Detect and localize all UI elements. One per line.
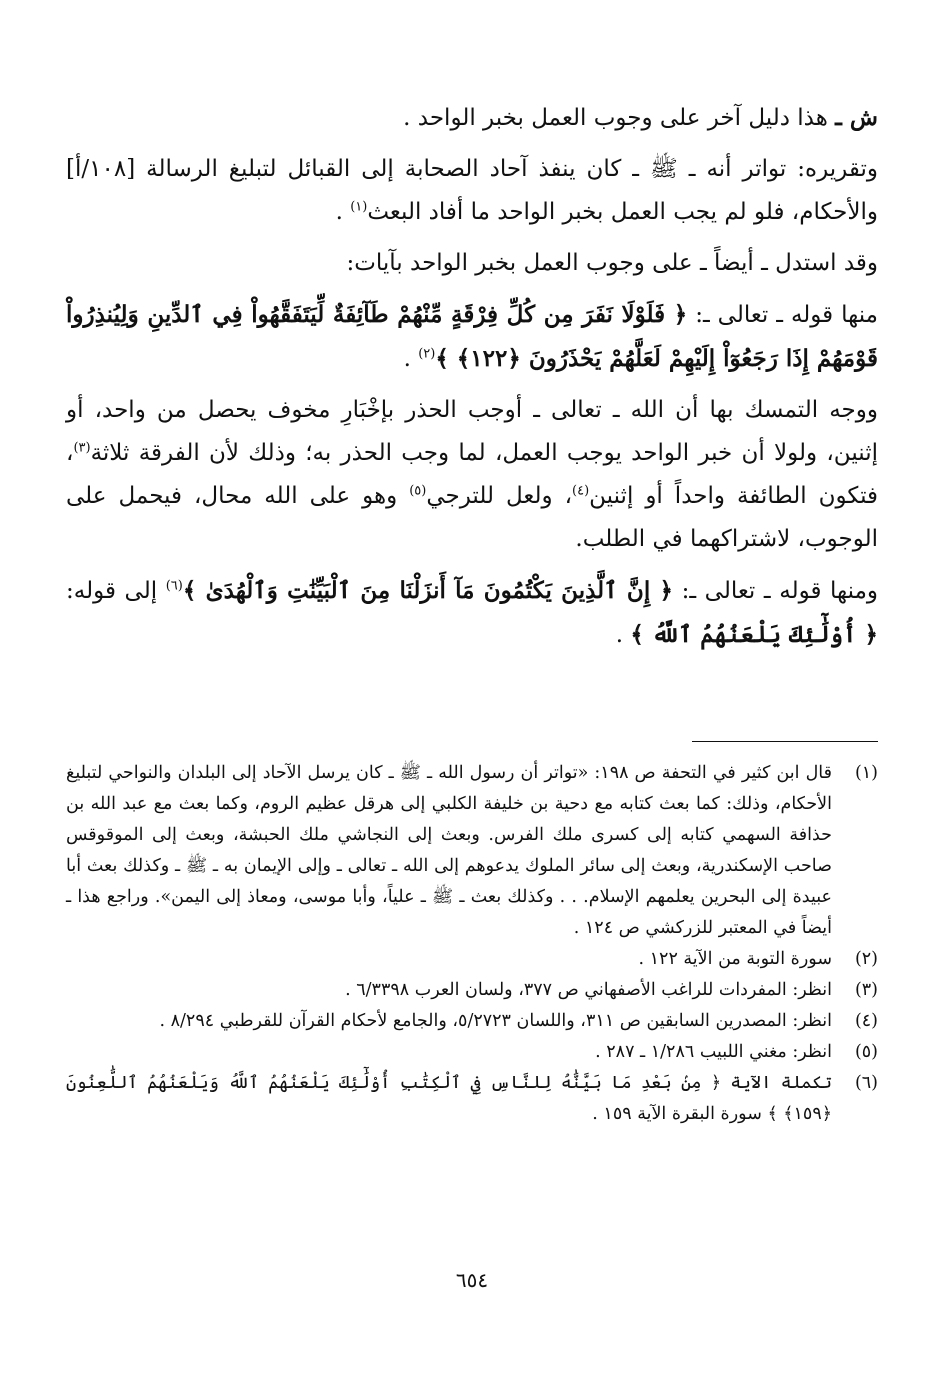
main-text	[66, 96, 878, 665]
quran-verse-baqarah-2: ﴿ أُوْلَٰٓئِكَ يَلْعَنُهُمُ ٱللَّهُ ﴾	[630, 621, 878, 648]
footnote-6	[66, 1068, 878, 1130]
footnote-ref-2: (٢)	[418, 346, 436, 362]
paragraph-5-text-a: ووجه التمسك بها أن الله ـ تعالى ـ أوجب الحذر بإخْبَارِ مخوف يحصل من واحد، أو إثنين، ولولا أن خبر الواحد يوجب العمل، لما وجب الحذر به؛ وذلك لأن الفرقة ثلاثة	[66, 397, 878, 466]
footnote-4	[66, 1006, 878, 1037]
paragraph-5	[66, 389, 878, 561]
paragraph-2	[66, 148, 878, 234]
paragraph-6	[66, 569, 878, 657]
footnote-number: (٦)	[854, 1073, 878, 1093]
paragraph-2-text: وتقريره: تواتر أنه ـ ﷺ ـ كان ينفذ آحاد الصحابة إلى القبائل لتبليغ الرسالة [١٠٨/أ] والأحكام، فلو لم يجب العمل بخبر الواحد ما أفاد البعث	[66, 156, 878, 225]
paragraph-3-text: وقد استدل ـ أيضاً ـ على وجوب العمل بخبر الواحد بآيات:	[346, 250, 878, 276]
footnote-ref-5: (٥)	[409, 483, 427, 499]
footnote-ref-1: (١)	[350, 199, 368, 215]
footnote-text: سورة التوبة من الآية ١٢٢ .	[638, 949, 832, 969]
paragraph-4-end: .	[403, 346, 419, 372]
page-number: ٦٥٤	[455, 1268, 489, 1292]
quran-verse-tawbah: ﴿ فَلَوْلَا نَفَرَ مِن كُلِّ فِرْقَةٍ مِّنْهُمْ طَآئِفَةٌ لِّيَتَفَقَّهُواْ فِي ٱلدِّينِ وَلِيُنذِرُواْ قَوْمَهُمْ إِذَا رَجَعُوٓاْ إِلَيْهِمْ لَعَلَّهُمْ يَحْذَرُونَ ﴿١٢٢﴾ ﴾	[66, 301, 878, 372]
paragraph-3	[66, 242, 878, 285]
paragraph-1	[66, 96, 878, 140]
footnote-number: (٤)	[854, 1011, 878, 1031]
footnote-number: (٢)	[854, 949, 878, 969]
footnote-number: (٥)	[854, 1042, 878, 1062]
footnote-5	[66, 1037, 878, 1068]
quran-verse-baqarah-1: ﴿ إِنَّ ٱلَّذِينَ يَكْتُمُونَ مَآ أَنزَلْنَا مِنَ ٱلْبَيِّنَٰتِ وَٱلْهُدَىٰ ﴾	[182, 577, 673, 604]
footnote-ref-6: (٦)	[165, 578, 183, 594]
paragraph-4	[66, 293, 878, 381]
paragraph-6-intro: ومنها قوله ـ تعالى ـ:	[672, 578, 879, 604]
paragraph-6-text: إلى قوله:	[66, 578, 166, 604]
paragraph-2-end: .	[335, 199, 351, 225]
footnote-3	[66, 975, 878, 1006]
paragraph-5-text-c: ، ولعل للترجي	[426, 483, 573, 509]
footnote-text: تكملة الآية ﴿ مِنۢ بَعْدِ مَا بَيَّنَّٰهُ لِلنَّاسِ فِي ٱلْكِتَٰبِ أُوْلَٰٓئِكَ يَلْعَنُهُمُ ٱللَّهُ وَيَلْعَنُهُمُ ٱللَّٰعِنُونَ ﴿١٥٩﴾ ﴾ سورة البقرة الآية ١٥٩ .	[66, 1073, 832, 1124]
footnote-text: قال ابن كثير في التحفة ص ١٩٨: «تواتر أن رسول الله ـ ﷺ ـ كان يرسل الآحاد إلى البلدان والنواحي لتبليغ الأحكام، وذلك: كما بعث كتابه مع دحية بن خليفة الكلبي إلى هرقل عظيم الروم، وكما بعث مع عبد الله بن حذافة السهمي كتابه إلى كسرى ملك الفرس. وبعث إلى النجاشي ملك الحبشة، وبعث إلى الموقوقس صاحب الإسكندرية، وبعث إلى سائر الملوك يدعوهم إلى الله ـ تعالى ـ وإلى الإيمان به ـ ﷺ ـ وكذلك بعث أبا عبيدة إلى البحرين يعلمهم الإسلام. . . وكذلك بعث ـ ﷺ ـ علياً، وأبا موسى، ومعاذ إلى اليمن». وراجع هذا ـ أيضاً في المعتبر للزركشي ص ١٢٤ .	[66, 763, 832, 938]
footnote-separator	[692, 741, 878, 742]
paragraph-4-intro: منها قوله ـ تعالى ـ:	[687, 302, 878, 328]
footnote-ref-3: (٣)	[73, 440, 91, 456]
paragraph-5-text-d: وهو على الله محال، فيحمل على الوجوب، لاشتراكهما في الطلب.	[66, 483, 878, 552]
paragraph-5-text-b: ، فتكون الطائفة واحداً أو إثنين	[66, 440, 878, 509]
paragraph-1-text: هذا دليل آخر على وجوب العمل بخبر الواحد .	[403, 105, 828, 131]
footnote-text: انظر: المفردات للراغب الأصفهاني ص ٣٧٧، ولسان العرب ٦/٣٣٩٨ .	[345, 980, 832, 1000]
footnote-text: انظر: المصدرين السابقين ص ٣١١، واللسان ٥/٢٧٢٣، والجامع لأحكام القرآن للقرطبي ٨/٢٩٤ .	[159, 1011, 832, 1031]
footnote-number: (١)	[854, 763, 878, 783]
footnote-1	[66, 758, 878, 944]
footnotes	[66, 758, 878, 1130]
footnote-text: انظر: مغني اللبيب ١/٢٨٦ ـ ٢٨٧ .	[595, 1042, 832, 1062]
paragraph-6-end: .	[615, 622, 631, 648]
footnote-2	[66, 944, 878, 975]
footnote-ref-4: (٤)	[572, 483, 590, 499]
footnote-number: (٣)	[854, 980, 878, 1000]
sh-marker: ش ـ	[835, 104, 878, 131]
